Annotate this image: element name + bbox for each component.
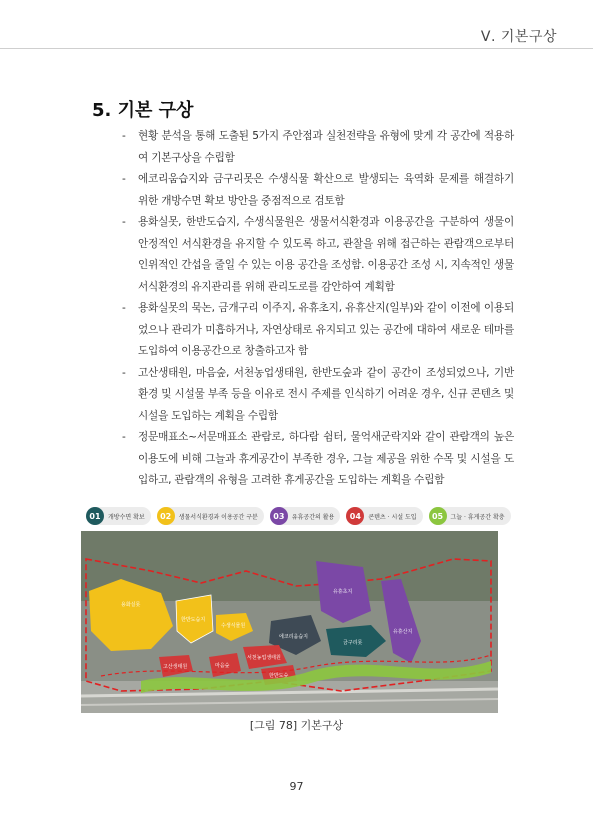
legend-number: 03 [270,507,288,525]
map-label-ecorium: 에코리움습지 [279,634,308,640]
legend-item [270,507,340,525]
legend-number: 01 [86,507,104,525]
bullet-text: 에코리움습지와 금구리못은 수생식물 확산으로 발생되는 육역화 문제를 해결하기 위한 개방수면 확보 방안을 중점적으로 검토함 [138,173,514,207]
map-label-hanbando: 한반도습지 [181,617,206,623]
figure-legend [86,504,505,528]
map-label-sumulwon: 수생식물원 [221,623,246,629]
list-item: - 현황 분석을 통해 도출된 5가지 주안점과 실천전략을 유형에 맞게 각 공간에 적용하여 기본구상을 수립함 [122,130,514,164]
legend-item [346,507,422,525]
legend-label: 개방수면 확보 [108,513,145,521]
list-item: - 고산생태원, 마음숲, 서천농업생태원, 한반도숲과 같이 공간이 조성되었으나, 기반 환경 및 시설물 부족 등을 이유로 전시 주제를 인식하기 어려운 경우, 신규 콘텐츠 및 시설을 도입하는 계획을 수립함 [122,366,514,422]
map-label-geumguri: 금구리못 [343,640,363,646]
list-item: - 용화실못의 묵논, 금개구리 이주지, 유휴초지, 유휴산지(일부)와 같이 이전에 이용되었으나 관리가 미흡하거나, 자연상태로 유지되고 있는 공간에 대하여 새로운 테마를 도입하여 이용공간으로 창출하고자 함 [122,302,514,357]
map-label-yuhyuchoji: 유휴초지 [333,589,353,595]
legend-number: 04 [346,507,364,525]
page-number: 97 [289,780,304,793]
list-item: - 정문매표소~서문매표소 관람로, 하다람 쉼터, 물억새군락지와 같이 관람객의 높은 이용도에 비해 그늘과 휴게공간이 부족한 경우, 그늘 제공을 위한 수목 및 시설을 도입하고, 관람객의 유형을 고려한 휴게공간을 도입하는 계획을 수립함 [122,431,514,486]
bullet-list [122,126,514,492]
legend-label: 유휴공간의 활용 [291,513,335,521]
map-label-maeum: 마음숲 [215,663,230,669]
legend-number: 05 [429,507,447,525]
bullet-text: 현황 분석을 통해 도출된 5가지 주안점과 실천전략을 유형에 맞게 각 공간에 적용하여 기본구상을 수립함 [138,130,514,164]
bullet-text: 정문매표소~서문매표소 관람로, 하다람 쉼터, 물억새군락지와 같이 관람객의 높은 이용도에 비해 그늘과 휴게공간이 부족한 경우, 그늘 제공을 위한 수목 및 시설을 도입하고, 관람객의 유형을 고려한 휴게공간을 도입하는 계획을 수립함 [138,431,514,486]
map-label-hanbandosup: 한반도숲 [269,673,289,679]
map-label-gosan: 고산생태원 [163,664,188,670]
legend-number: 02 [157,507,175,525]
list-item: - 용화실못, 한반도습지, 수생식물원은 생물서식환경과 이용공간을 구분하여 생물이 안정적인 서식환경을 유지할 수 있도록 하고, 관찰을 위해 접근하는 관람객으로부터 인위적인 간섭을 줄일 수 있는 이용 공간을 조성함. 이용공간 조성 시, 지속적인 생물서식환경의 유지관리를 위해 관리도로를 감안하여 계획함 [122,216,514,293]
map-label-yuhyusanji: 유휴산지 [393,629,413,635]
list-item: - 에코리움습지와 금구리못은 수생식물 확산으로 발생되는 육역화 문제를 해결하기 위한 개방수면 확보 방안을 중점적으로 검토함 [122,173,514,207]
bullet-text: 고산생태원, 마음숲, 서천농업생태원, 한반도숲과 같이 공간이 조성되었으나, 기반 환경 및 시설물 부족 등을 이유로 전시 주제를 인식하기 어려운 경우, 신규 콘텐츠 및 시설을 도입하는 계획을 수립함 [138,366,514,422]
map-label-yonghwa: 용화실못 [121,602,141,608]
legend-item [86,507,151,525]
bullet-text: 용화실못, 한반도습지, 수생식물원은 생물서식환경과 이용공간을 구분하여 생물이 안정적인 서식환경을 유지할 수 있도록 하고, 관찰을 위해 접근하는 관람객으로부터 인위적인 간섭을 줄일 수 있는 이용 공간을 조성함. 이용공간 조성 시, 지속적인 생물서식환경의 유지관리를 위해 관리도로를 감안하여 계획함 [138,216,514,293]
figure-caption: [그림 78] 기본구상 [249,719,344,732]
section-title: 5. 기본 구상 [92,100,194,121]
legend-label: 그늘 · 휴게공간 확충 [450,513,505,521]
bullet-text: 용화실못의 묵논, 금개구리 이주지, 유휴초지, 유휴산지(일부)와 같이 이전에 이용되었으나 관리가 미흡하거나, 자연상태로 유지되고 있는 공간에 대하여 새로운 테마를 도입하여 이용공간으로 창출하고자 함 [138,302,514,357]
map-label-seocheon: 서천농업생태원 [247,655,281,661]
legend-item [157,507,264,525]
header-divider [0,48,593,49]
legend-item [429,507,511,525]
legend-label: 콘텐츠 · 시설 도입 [368,513,417,521]
page-header-title: Ⅴ. 기본구상 [480,29,557,45]
legend-label: 생물서식환경과 이용공간 구분 [178,513,258,521]
site-plan-map [81,531,498,713]
